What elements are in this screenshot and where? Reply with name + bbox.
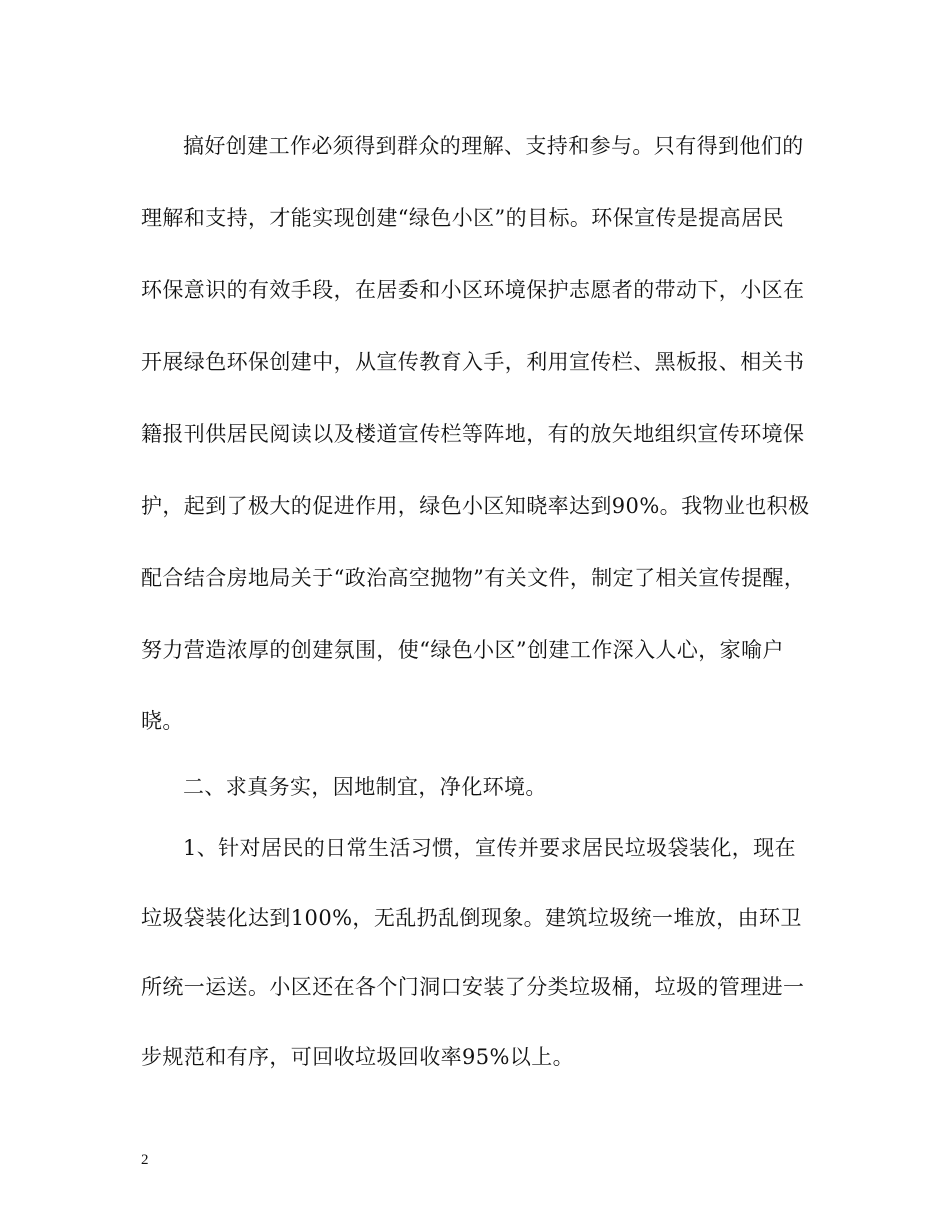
- paragraph-2-line-4: 步规范和有序，可回收垃圾回收率95%以上。: [141, 1045, 575, 1069]
- page-number: 2: [141, 1152, 149, 1168]
- paragraph-1-line-1: 搞好创建工作必须得到群众的理解、支持和参与。只有得到他们的: [183, 134, 804, 158]
- paragraph-1-line-7: 配合结合房地局关于“政治高空抛物”有关文件，制定了相关宣传提醒，: [141, 566, 806, 590]
- paragraph-1-line-6: 护，起到了极大的促进作用，绿色小区知晓率达到90%。我物业也积极: [141, 494, 810, 518]
- paragraph-1-line-9: 晓。: [141, 709, 184, 733]
- paragraph-1-line-2: 理解和支持，才能实现创建“绿色小区”的目标。环保宣传是提高居民: [141, 206, 784, 230]
- paragraph-1-line-4: 开展绿色环保创建中，从宣传教育入手，利用宣传栏、黑板报、相关书: [141, 350, 805, 374]
- paragraph-2-line-2: 垃圾袋装化达到100%，无乱扔乱倒现象。建筑垃圾统一堆放，由环卫: [141, 906, 802, 930]
- paragraph-1-line-5: 籍报刊供居民阅读以及楼道宣传栏等阵地，有的放矢地组织宣传环境保: [141, 422, 805, 446]
- section-heading-2: 二、求真务实，因地制宜，净化环境。: [183, 775, 547, 799]
- paragraph-2-line-1: 1、针对居民的日常生活习惯，宣传并要求居民垃圾袋装化，现在: [183, 836, 796, 860]
- paragraph-1-line-8: 努力营造浓厚的创建氛围，使“绿色小区”创建工作深入人心，家喻户: [141, 638, 784, 662]
- paragraph-1-line-3: 环保意识的有效手段，在居委和小区环境保护志愿者的带动下，小区在: [141, 278, 805, 302]
- paragraph-2-line-3: 所统一运送。小区还在各个门洞口安装了分类垃圾桶，垃圾的管理进一: [141, 975, 805, 999]
